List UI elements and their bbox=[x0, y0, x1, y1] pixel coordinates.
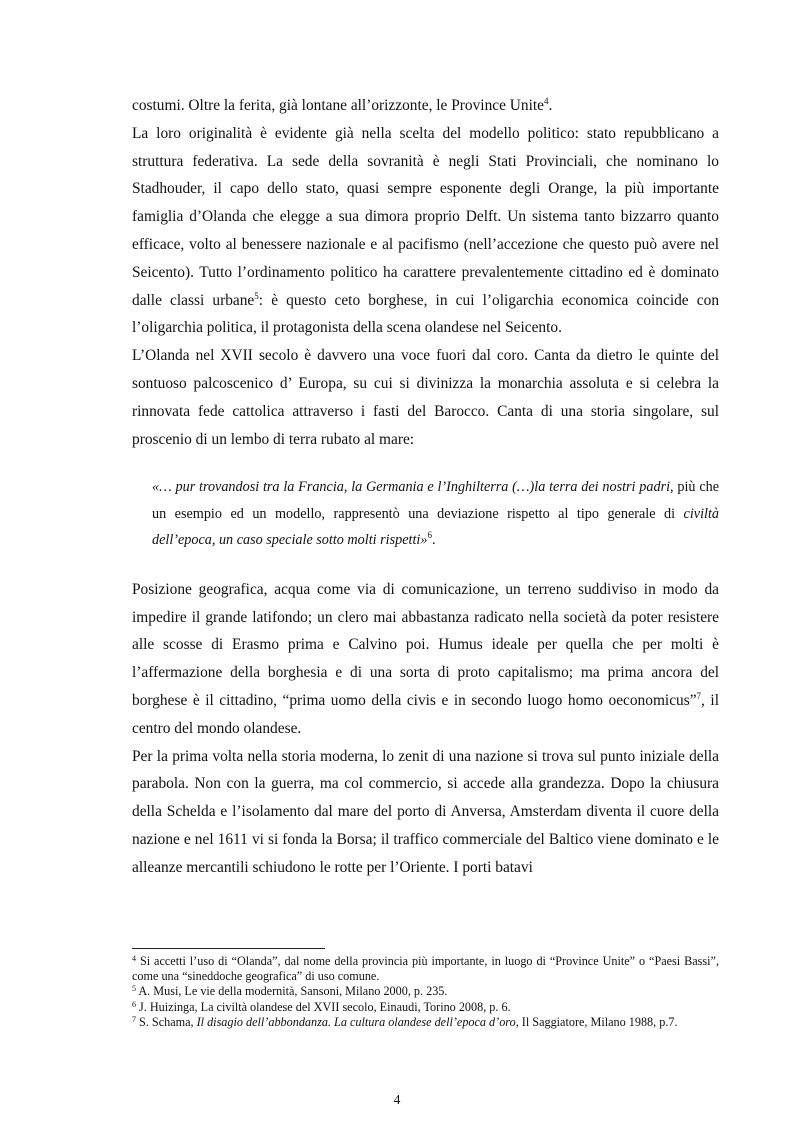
footnote: $^4$ Si accetti l’uso di “Olanda”, dal nome della provincia più importante, in luogo di “Province Unite” o “Paesi Bassi”, come una “sineddoche geografica” di uso comune. bbox=[132, 954, 719, 984]
paragraph: La loro originalità è evidente già nella scelta del modello politico: stato repubblicano a struttura federativa. La sede della sovranità è negli Stati Provinciali, che nominano lo Stadhouder, il capo dello stato, quasi sempre esponente degli Orange, la più importante famiglia d’Olanda che elegge a sua dimora proprio Delft. Un sistema tanto bizzarro quanto efficace, volto al benessere nazionale e al pacifismo (nell’accezione che questo può avere nel Seicento). Tutto l’ordinamento politico ha carattere prevalentemente cittadino ed è dominato dalle classi urbane$^5$: è questo ceto borghese, in cui l’oligarchia economica coincide con l’oligarchia politica, il protagonista della scena olandese nel Seicento. bbox=[132, 124, 720, 337]
footnote-divider bbox=[132, 948, 325, 949]
paragraph: Posizione geografica, acqua come via di comunicazione, un terreno suddiviso in modo da impedire il grande latifondo; un clero mai abbastanza radicato nella società da poter resistere alle scosse di Erasmo prima e Calvino poi. Humus ideale per quella che per molti è l’affermazione della borghesia e di una sorta di proto capitalismo; ma prima ancora del borghese è il cittadino, “prima uomo della civis e in secondo luogo homo oeconomicus”$^7$, il centro del mondo olandese. bbox=[132, 580, 719, 737]
footnote-ref: 4 bbox=[543, 96, 549, 106]
body-text bbox=[132, 92, 719, 882]
footnote-ref: 5 bbox=[254, 290, 259, 301]
footnotes bbox=[132, 954, 719, 1030]
footnote: $^6$ J. Huizinga, La civiltà olandese del XVII secolo, Einaudi, Torino 2008, p. 6. bbox=[132, 999, 511, 1014]
footnote: $^5$ A. Musi, Le vie della modernità, Sansoni, Milano 2000, p. 235. bbox=[132, 984, 448, 999]
footnote: $^7$ S. Schama, Il disagio dell’abbondanza. La cultura olandese dell’epoca d’oro, Il Saggiatore, Milano 1988, p.7. bbox=[132, 1014, 678, 1029]
page-number: 4 bbox=[393, 1092, 401, 1107]
block-quote: «… pur trovandosi tra la Francia, la Germania e l’Inghilterra (…)la terra dei nostri padri, più che un esempio ed un modello, rappresentò una deviazione rispetto al tipo generale di civiltà dell’epoca, un caso speciale sotto molti rispetti»$^6$. bbox=[152, 479, 720, 549]
footnote-ref: 7 bbox=[696, 691, 702, 702]
paragraph: L’Olanda nel XVII secolo è davvero una voce fuori dal coro. Canta da dietro le quinte del sontuoso palcoscenico d’ Europa, su cui si divinizza la monarchia assoluta e si celebra la rinnovata fede cattolica attraverso i fasti del Barocco. Canta di una storia singolare, sul proscenio di un lembo di terra rubato al mare: bbox=[132, 347, 719, 448]
footnote-ref: 6 bbox=[427, 530, 432, 541]
paragraph: costumi. Oltre la ferita, già lontane all’orizzonte, le Province Unite$^4$. bbox=[132, 96, 553, 114]
paragraph: Per la prima volta nella storia moderna, lo zenit di una nazione si trova sul punto iniziale della parabola. Non con la guerra, ma col commercio, si accede alla grandezza. Dopo la chiusura della Schelda e l’isolamento dal mare del porto di Anversa, Amsterdam diventa il cuore della nazione e nel 1611 vi si fonda la Borsa; il traffico commerciale del Baltico viene dominato e le alleanze mercantili schiudono le rotte per l’Oriente. I porti batavi bbox=[132, 747, 719, 876]
